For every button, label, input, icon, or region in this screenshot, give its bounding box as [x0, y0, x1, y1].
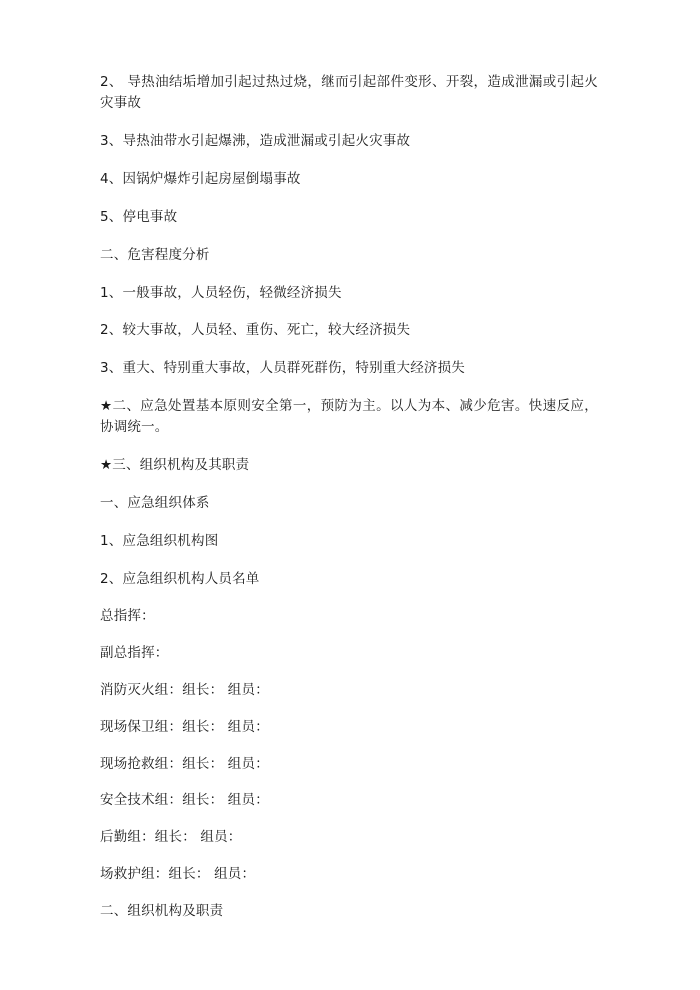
paragraph: 1、应急组织机构图 [100, 532, 219, 549]
paragraph: 现场抢救组：组长： 组员： [100, 755, 269, 772]
paragraph: 安全技术组：组长： 组员： [100, 792, 269, 809]
paragraph: 3、导热油带水引起爆沸，造成泄漏或引起火灾事故 [100, 132, 411, 149]
paragraph: 2、较大事故，人员轻、重伤、死亡，较大经济损失 [100, 322, 411, 339]
paragraph: 副总指挥： [100, 644, 169, 661]
paragraph: 3、重大、特别重大事故，人员群死群伤，特别重大经济损失 [100, 360, 465, 377]
paragraph: 2、 导热油结垢增加引起过热过烧，继而引起部件变形、开裂，造成泄漏或引起火灾事故 [100, 74, 598, 111]
section-heading: 二、危害程度分析 [100, 246, 210, 263]
paragraph: 场救护组：组长： 组员： [100, 866, 256, 883]
paragraph: 2、应急组织机构人员名单 [100, 570, 260, 587]
section-heading: 一、应急组织体系 [100, 495, 210, 512]
paragraph: 4、因锅炉爆炸引起房屋倒塌事故 [100, 170, 301, 187]
paragraph: 5、停电事故 [100, 208, 178, 225]
section-heading: 二、组织机构及职责 [100, 903, 224, 920]
paragraph: 消防灭火组：组长： 组员： [100, 681, 269, 698]
paragraph: 总指挥： [100, 607, 155, 624]
paragraph: 1、一般事故，人员轻伤，轻微经济损失 [100, 284, 342, 301]
section-heading: ★三、组织机构及其职责 [100, 457, 250, 474]
paragraph: ★二、应急处置基本原则安全第一，预防为主。以人为本、减少危害。快速反应，协调统一。 [100, 398, 598, 436]
paragraph: 后勤组：组长： 组员： [100, 829, 242, 846]
paragraph: 现场保卫组：组长： 组员： [100, 718, 269, 735]
document-body [100, 72, 598, 939]
